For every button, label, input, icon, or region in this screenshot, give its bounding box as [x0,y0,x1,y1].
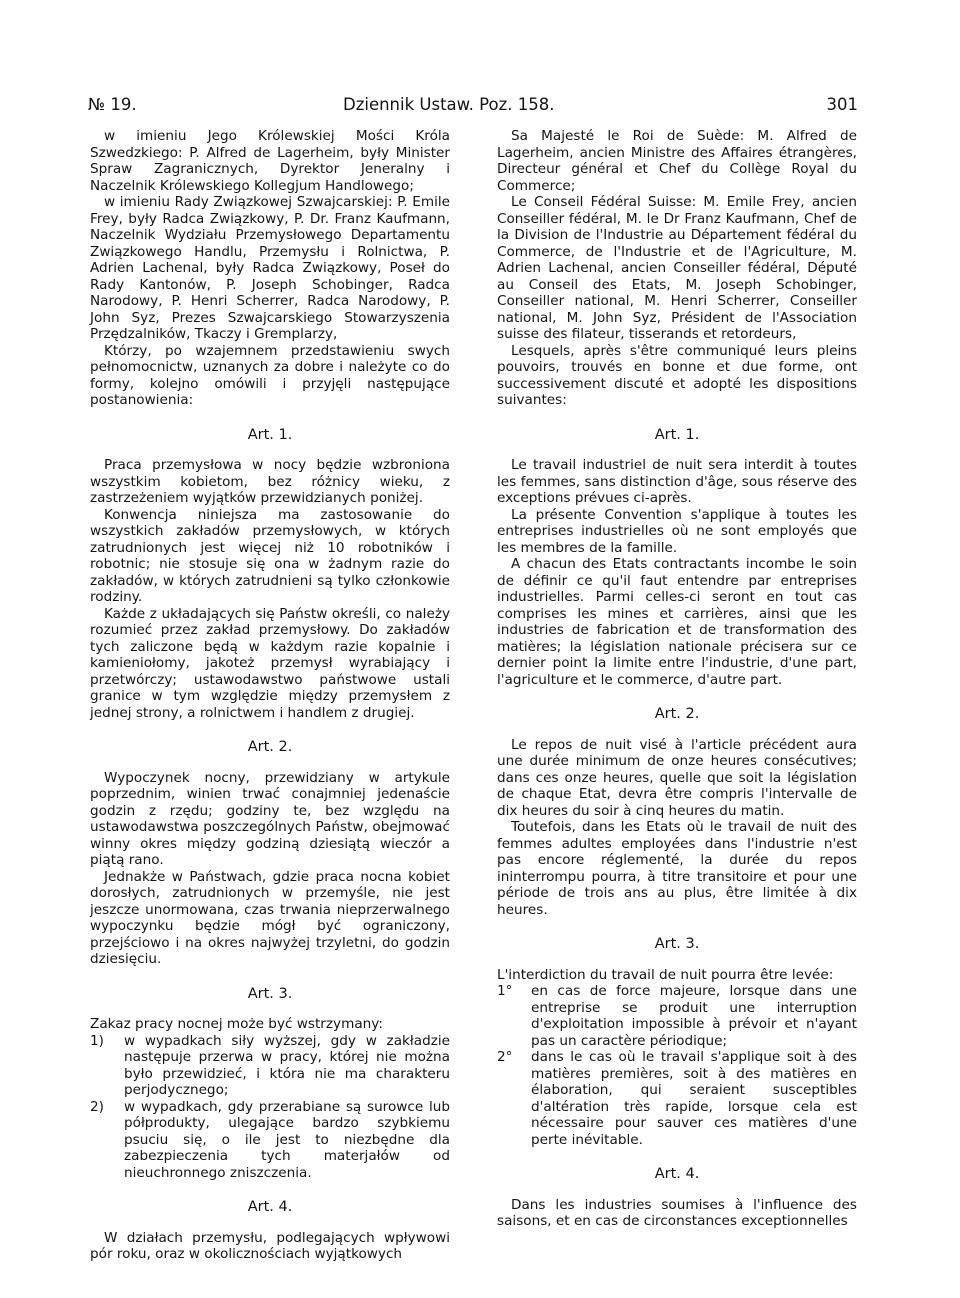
article-3-heading: Art. 3. [654,936,700,952]
article-2-heading: Art. 2. [247,739,293,755]
article-1-heading: Art. 1. [247,426,293,443]
exception-list [90,1033,450,1182]
french-column [497,128,857,1230]
list-item [497,983,857,1049]
list-item-number: 1) [90,1032,104,1049]
list-item-number: 2° [497,1049,513,1065]
exception-list [497,983,857,1148]
page-number: 301 [826,95,858,114]
article-3-heading: Art. 3. [247,985,293,1002]
list-item-text: en cas de force majeure, lorsque dans une entreprise se produit une interruption d'exploitation impossible à prévoir et n'ayant pas un caractère périodique; [531,983,857,1049]
article-paragraph: W działach przemysłu, podlegających wpływowi pór roku, oraz w okolicznościach wyjątkowych [90,1229,450,1262]
list-item [497,1049,857,1148]
intro-paragraph: Le Conseil Fédéral Suisse: M. Emile Frey, ancien Conseiller fédéral, M. le Dr Franz Kaufmann, Chef de la Division de l'Industrie au Département fédéral du Commerce, de l'Industrie et de l'Agriculture, M. Adrien Lachenal, ancien Conseiller fédéral, Député au Conseil des Etats, M. Joseph Schobinger, Conseiller national, M. Henri Scherrer, Conseiller national, M. John Syz, Président de l'Association suisse des filateur, tisserands et retordeurs, [497,194,857,342]
list-item [90,1033,450,1099]
article-1-heading: Art. 1. [654,426,700,443]
article-paragraph: Konwencja niniejsza ma zastosowanie do wszystkich zakładów przemysłowych, w których zatrudnionych jest więcej niż 10 robotników i robotnic; nie stosuje się ona w żadnym razie do zakładów, w których zatrudnieni są tylko członkowie rodziny. [90,506,450,605]
issue-number: № 19. [88,95,137,114]
journal-title: Dziennik Ustaw. Poz. 158. [343,95,555,114]
article-paragraph: Jednakże w Państwach, gdzie praca nocna kobiet dorosłych, zatrudnionych w przemyśle, nie jest jeszcze unormowana, czas trwania nieprzerwalnego wypoczynku będzie mógł być ograniczony, przejściowo i na okres najwyżej trzyletni, do godzin dziesięciu. [90,868,450,967]
list-item-text: w wypadkach siły wyższej, gdy w zakładzie następuje przerwa w pracy, której nie można było przewidzieć, i która nie ma charakteru perjodycznego; [124,1032,450,1098]
article-paragraph: Zakaz pracy nocnej może być wstrzymany: [90,1016,383,1032]
article-paragraph: Le travail industriel de nuit sera interdit à toutes les femmes, sans distinction d'âge, sous réserve des exceptions prévues ci-après. [497,457,857,506]
polish-column [90,128,450,1263]
list-item-text: dans le cas où le travail s'applique soit à des matières premières, soit à des matières en élaboration, qui seraient susceptibles d'altération très rapide, lorsque cela est nécessaire pour sauver ces matières d'une perte inévitable. [531,1049,857,1148]
article-paragraph: A chacun des Etats contractants incombe le soin de définir ce qu'il faut entendre par entreprises industrielles. Parmi celles-ci seront en tout cas comprises les mines et carrières, ainsi que les industries de fabrication et de transformation des matières; la législation nationale précisera sur ce dernier point la limite entre l'industrie, d'une part, l'agriculture et le commerce, d'autre part. [497,556,857,688]
intro-paragraph: w imieniu Rady Związkowej Szwajcarskiej: P. Emile Frey, były Radca Związkowy, P. Dr. Franz Kaufmann, Naczelnik Wydziału Przemysłowego Departamentu Związkowego Handlu, Przemysłu i Rolnictwa, P. Adrien Lachenal, były Radca Związkowy, Poseł do Rady Kantonów, P. Joseph Schobinger, Radca Narodowy, P. Henri Scherrer, Radca Narodowy, P. John Syz, Prezes Szwajcarskiego Stowarzyszenia Przędzalników, Tkaczy i Gremplarzy, [90,194,450,342]
article-paragraph: Wypoczynek nocny, przewidziany w artykule poprzednim, winien trwać conajmniej jedenaście godzin z rzędu; godziny te, bez względu na ustawodawstwa poszczególnych Państw, obejmować winny okres między godziną dziesiątą wieczór a piątą rano. [90,769,450,868]
list-item-number: 2) [90,1098,104,1115]
list-item-text: w wypadkach, gdy przerabiane są surowce lub półprodukty, ulegające bardzo szybkiemu psuciu się, o ile jest to niezbędne dla zabezpieczenia tych materjałów od nieuchronnego zniszczenia. [124,1098,450,1181]
article-paragraph: Dans les industries soumises à l'influence des saisons, et en cas de circonstances exceptionnelles [497,1196,857,1229]
article-4-heading: Art. 4. [247,1199,293,1215]
page-header [88,95,858,121]
list-item [90,1099,450,1182]
list-item-number: 1° [497,983,513,999]
article-paragraph: Praca przemysłowa w nocy będzie wzbroniona wszystkim kobietom, bez różnicy wieku, z zastrzeżeniem wyjątków przewidzianych poniżej. [90,457,450,506]
article-paragraph: La présente Convention s'applique à toutes les entreprises industrielles où ne sont employés que les membres de la famille. [497,506,857,556]
intro-paragraph: Którzy, po wzajemnem przedstawieniu swych pełnomocnictw, uznanych za dobre i należyte co do formy, kolejno omówili i przyjęli następujące postanowienia: [90,342,450,408]
intro-paragraph: w imieniu Jego Królewskiej Mości Króla Szwedzkiego: P. Alfred de Lagerheim, były Minister Spraw Zagranicznych, Dyrektor Jeneralny i Naczelnik Królewskiego Kollegjum Handlowego; [90,128,450,194]
intro-paragraph: Sa Majesté le Roi de Suède: M. Alfred de Lagerheim, ancien Ministre des Affaires étrangères, Directeur général et Chef du Collège Royal du Commerce; [497,128,857,194]
article-2-heading: Art. 2. [654,706,700,722]
article-paragraph: Toutefois, dans les Etats où le travail de nuit des femmes adultes employées dans l'industrie n'est pas encore réglementé, la durée du repos ininterrompu pourra, à titre transitoire et pour une période de trois ans au plus, être limitée à dix heures. [497,819,857,918]
article-4-heading: Art. 4. [654,1166,700,1182]
article-paragraph: Le repos de nuit visé à l'article précédent aura une durée minimum de onze heures consécutives; dans ces onze heures, quelle que soit la législation de chaque Etat, devra être compris l'intervalle de dix heures du soir à cinq heures du matin. [497,736,857,819]
article-paragraph: Każde z układających się Państw określi, co należy rozumieć przez zakład przemysłowy. Do zakładów tych zaliczone będą w każdym razie kopalnie i kamieniołomy, jakoteż przemysł wyrabiający i przetwórczy; ustawodawstwo państwowe ustali granice w tym względzie między przemysłem z jednej strony, a rolnictwem i handlem z drugiej. [90,605,450,721]
intro-paragraph: Lesquels, après s'être communiqué leurs pleins pouvoirs, trouvés en bonne et due forme, ont successivement discuté et adopté les dispositions suivantes: [497,342,857,408]
article-paragraph: L'interdiction du travail de nuit pourra être levée: [497,966,834,983]
